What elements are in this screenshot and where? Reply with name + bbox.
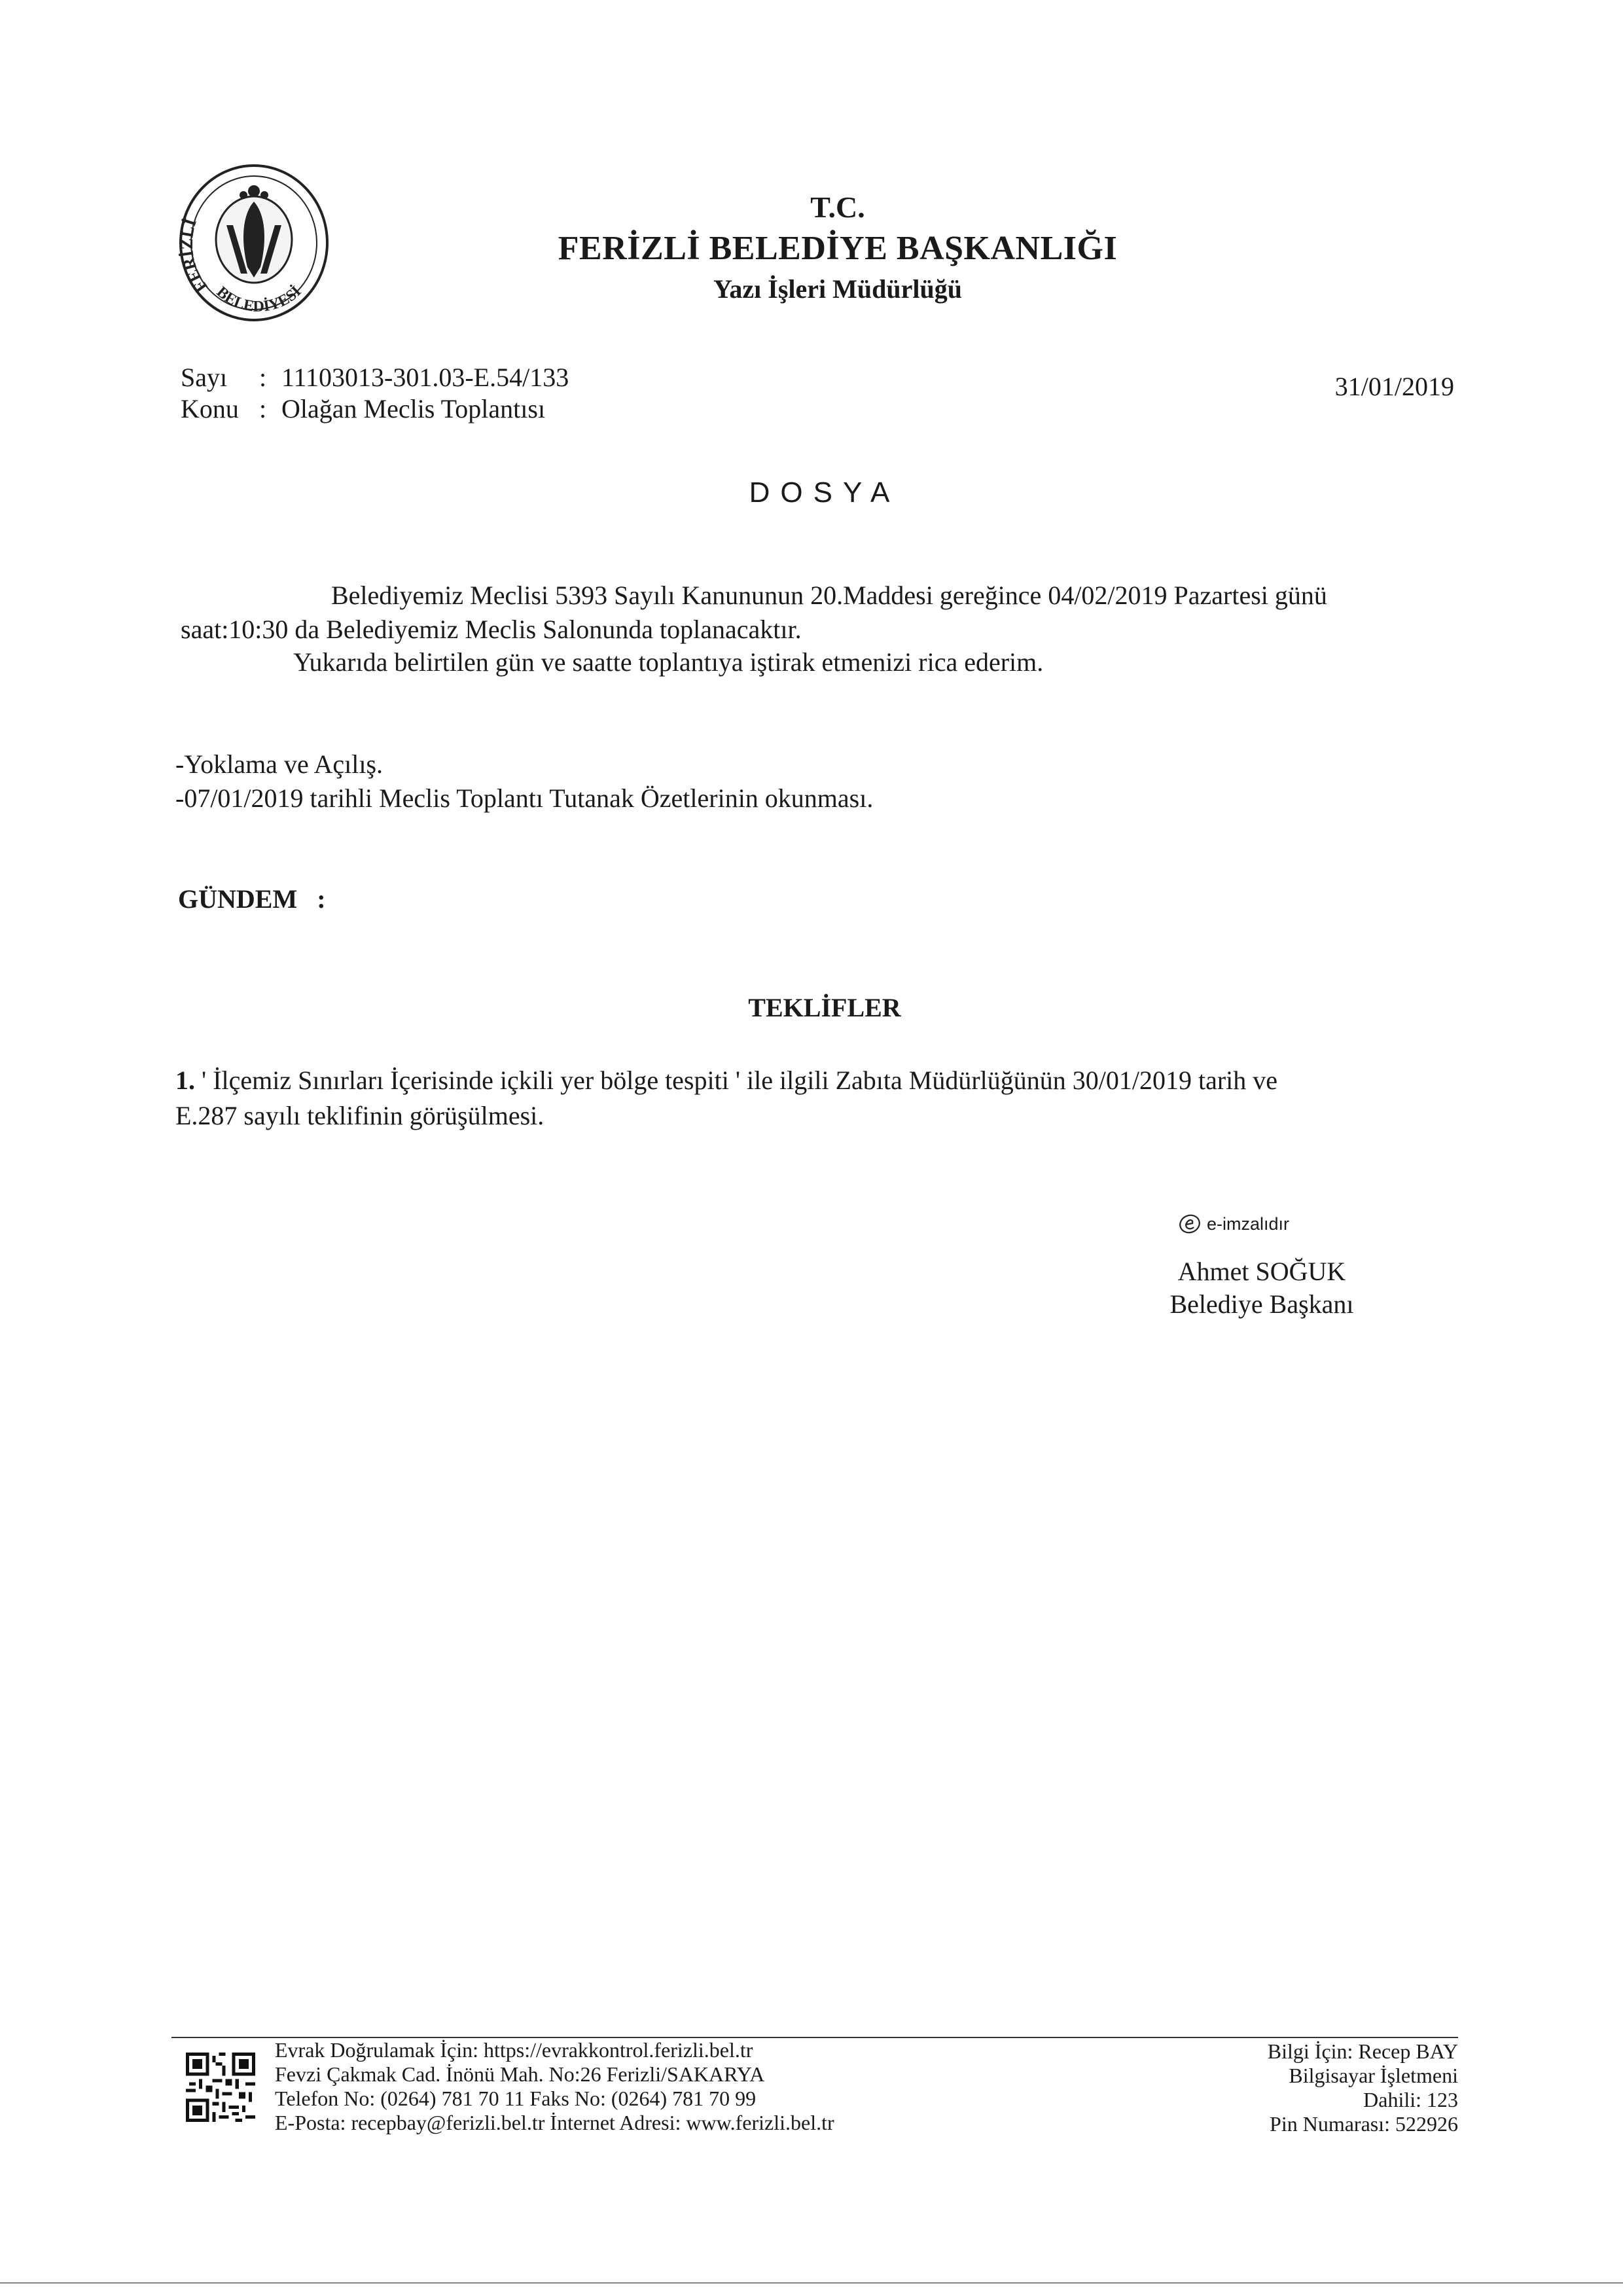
qr-code-icon (186, 2053, 255, 2122)
signatory (1157, 1255, 1366, 1321)
konu-colon: : (259, 394, 267, 423)
body-paragraph-2: Yukarıda belirtilen gün ve saatte toplantıya iştirak etmenizi rica ederim. (293, 647, 1044, 677)
teklif-number: 1. (175, 1066, 195, 1095)
paragraph-1-line-1: Belediyemiz Meclisi 5393 Sayılı Kanununun 20.Maddesi gereğince 04/02/2019 Pazartesi günü (331, 581, 1327, 610)
header-tc: T.C. (810, 190, 865, 224)
header-unit: Yazı İşleri Müdürlüğü (713, 274, 963, 304)
signatory-name: Ahmet SOĞUK (1177, 1257, 1346, 1286)
body-paragraph-1 (181, 579, 1437, 647)
teklif-item (175, 1063, 1432, 1134)
gundem-label: GÜNDEM : (178, 884, 326, 914)
page-bottom-edge (0, 2282, 1623, 2284)
list-item: -Yoklama ve Açılış. (175, 749, 383, 779)
konu-label: Konu (181, 394, 239, 423)
e-signature-text: e-imzalıdır (1207, 1213, 1290, 1234)
footer-info-pin: Pin Numarası: 522926 (1270, 2112, 1458, 2136)
konu-value: Olağan Meclis Toplantısı (281, 394, 546, 423)
qr-code (186, 2053, 255, 2122)
e-signature (1178, 1212, 1289, 1236)
konu-row (181, 393, 569, 425)
footer-info-role: Bilgisayar İşletmeni (1289, 2064, 1458, 2087)
footer-info-contact: Bilgi İçin: Recep BAY (1267, 2039, 1458, 2063)
document-meta (181, 362, 569, 425)
document-title: DOSYA (749, 476, 901, 509)
teklif-line-1: ' İlçemiz Sınırları İçerisinde içkili yer bölge tespiti ' ile ilgili Zabıta Müdürlüğünün 30/01/2019 tarih ve (195, 1066, 1278, 1095)
footer-phone: Telefon No: (0264) 781 70 11 Faks No: (0264) 781 70 99 (275, 2087, 757, 2110)
document-date: 31/01/2019 (1334, 372, 1454, 401)
header-institution: FERİZLİ BELEDİYE BAŞKANLIĞI (558, 230, 1118, 267)
footer-info-extension: Dahili: 123 (1363, 2088, 1458, 2111)
sayi-value: 11103013-301.03-E.54/133 (281, 363, 569, 392)
seal-text-bottom: BELEDİYESİ (213, 283, 305, 315)
teklif-line-2: E.287 sayılı teklifinin görüşülmesi. (175, 1101, 544, 1130)
sayi-label: Sayı (181, 363, 228, 392)
signatory-title: Belediye Başkanı (1169, 1289, 1354, 1319)
agenda-list (175, 747, 873, 816)
seal-text-left: FERİZLİ (177, 216, 211, 296)
footer-address: Fevzi Çakmak Cad. İnönü Mah. No:26 Ferizli/SAKARYA (275, 2062, 765, 2086)
footer-verify: Evrak Doğrulamak İçin: https://evrakkontrol.ferizli.bel.tr (275, 2038, 753, 2062)
e-signature-icon (1178, 1212, 1202, 1236)
sayi-row (181, 362, 569, 393)
footer-info (1268, 2039, 1458, 2136)
list-item: -07/01/2019 tarihli Meclis Toplantı Tutanak Özetlerinin okunması. (175, 783, 874, 813)
paragraph-1-line-2: saat:10:30 da Belediyemiz Meclis Salonunda toplanacaktır. (181, 615, 802, 644)
teklifler-heading: TEKLİFLER (748, 993, 901, 1022)
sayi-colon: : (259, 363, 267, 392)
footer-email: E-Posta: recepbay@ferizli.bel.tr İnternet Adresi: www.ferizli.bel.tr (275, 2111, 834, 2134)
footer-contact (275, 2038, 834, 2135)
